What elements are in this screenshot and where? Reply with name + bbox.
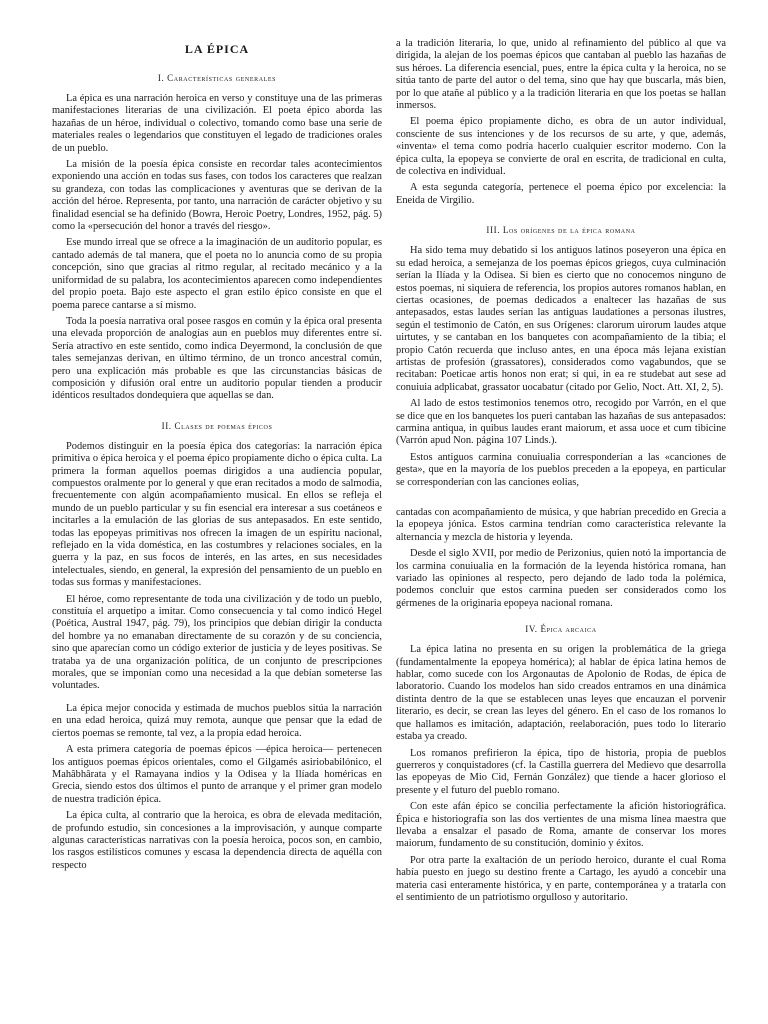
paragraph: Ese mundo irreal que se ofrece a la imaginación de un auditorio popular, es cantado además de tal manera, que el poeta no lo anuncia como de su propia concepción, sino que gracias al ritmo regular, al recitado mecánico y a la uniformidad de su palabra, los acontecimientos aparecen como independientes del propio poeta. Bajo este aspecto el gran estilo épico consiste en que el poema parece cantarse a sí mismo. <box>52 237 382 311</box>
paragraph: Desde el siglo XVII, por medio de Perizonius, quien notó la importancia de los carmina conuiualia en la formación de la leyenda histórica romana, han variado las opiniones al respecto, pero dejando de lado toda la polémica, podemos concluir que estos carmina pueden ser considerados como los gérmenes de la originaria epopeya nacional romana. <box>396 548 726 609</box>
paragraph: La misión de la poesía épica consiste en recordar tales acontecimientos exponiendo una acción en todas sus fases, con todos los caracteres que realzan su grandeza, con todas las complicaciones y aventuras que se derivan de la acción del héroe. Representa, por tanto, una narración de carácter objetivo y su finalidad esencial se ha definido (Bowra, Heroic Poetry, Londres, 1952, pág. 5) como la «persecución del honor a través del riesgo». <box>52 159 382 233</box>
section-heading-2: II. Clases de poemas épicos <box>161 420 273 431</box>
paragraph: Por otra parte la exaltación de un período heroico, durante el cual Roma había puesto en juego su destino frente a Cartago, les ayudó a concebir una materia casi enteramente histórica, y en parte, contemporánea y a tratarla con el sentimiento de un patriotismo orgulloso y autoritario. <box>396 854 726 903</box>
paragraph: Podemos distinguir en la poesía épica dos categorías: la narración épica primitiva o épica heroica y el poema épico propiamente dicho o épica culta. La primera la forman aquellos poemas dirigidos a una audiencia popular, compuestos oralmente por lo general y que eran recitados a modo de salmodia, frecuentemente con algún acompañamiento musical. En ellos se refleja el mundo de un pueblo particular y su fin esencial era interesar a sus coetáneos e incitarles a la emulación de las glorias de sus antepasados. En este sentido, todas las epopeyas primitivas nos ofrecen la imagen de un espíritu nacional, reflejado en la vida doméstica, en las costumbres y relaciones sociales, en la guerra y la paz, en sus focos de interés, en las artes, en sus necesidades intelectuales, siendo, en general, la expresión del pensamiento de un pueblo en todas sus formas y manifestaciones. <box>52 440 382 589</box>
paragraph: La épica culta, al contrario que la heroica, es obra de elevada meditación, de profundo estudio, sin concesiones a la improvisación, y aunque comparte algunas características narrativas con la poesía heroica, pocos son, en cambio, los rasgos estilísticos comunes y escasa la dependencia directa de aquélla con respecto <box>52 810 382 871</box>
paragraph: Con este afán épico se concilia perfectamente la afición historiográfica. Épica e historiografía son las dos vertientes de una misma línea maestra que llevaba a ensalzar el pasado de Roma, amante de conservar los mores maiorum, fundamento de su constitución, dominio y éxitos. <box>396 801 726 850</box>
paragraph: El poema épico propiamente dicho, es obra de un autor individual, consciente de sus intenciones y de los recursos de su arte, y que, además, «inventa» el tema como podría hacerlo cualquier escritor moderno. Con la épica culta, la epopeya se convierte de oral en escrita, de tradicional en culta, de colectiva en individual. <box>396 116 726 178</box>
paragraph: La épica es una narración heroica en verso y constituye una de las primeras manifestaciones literarias de una civilización. El poeta épico aborda las hazañas de un héroe, individual o colectivo, tomando como base una serie de materiales reales o legendarios que constituyen el legado de tradiciones orales de un pueblo. <box>52 93 382 154</box>
page-title: LA ÉPICA <box>184 42 250 56</box>
paragraph: Toda la poesía narrativa oral posee rasgos en común y la épica oral presenta una elevada proporción de analogías aun en pueblos muy diferentes entre sí. Sería atractivo en este sentido, como indica Deyermond, la conclusión de que tales semejanzas derivan, en último término, de un tronco ancestral común, pero una explicación más probable es que las circunstancias básicas de composición y difusión oral entre un auditorio popular tienden a producir idénticos resultados dondequiera que aquellas se dan. <box>52 315 382 402</box>
paragraph: cantadas con acompañamiento de música, y que habrían precedido en Grecia a la epopeya jónica. Estos carmina tendrían como característica relevante la alternancia y mezcla de historia y leyenda. <box>396 507 726 543</box>
section-heading-3: III. Los orígenes de la épica romana <box>486 225 636 236</box>
paragraph: A esta segunda categoría, pertenece el poema épico por excelencia: la Eneida de Virgilio. <box>396 182 726 206</box>
section-heading-4: IV. Épica arcaica <box>525 624 597 635</box>
paragraph: a la tradición literaria, lo que, unido al refinamiento del público al que va dirigida, la alejan de los poemas épicos que cantaban al pueblo las hazañas de sus héroes. La diferencia esencial, pues, entre la épica culta y la heroica, no se sitúa tanto de parte del autor o del tema, sino que hay que buscarla, más bien, por lo que atañe al público y a la tradición literaria en que los poetas se hallan inmersos. <box>396 38 726 112</box>
spacer <box>396 493 726 507</box>
paragraph: Al lado de estos testimonios tenemos otro, recogido por Varrón, en el que se dice que en los banquetes los pueri cantaban las hazañas de sus antepasados: carmina antiqua, in quibus laudes erant maiorum, et assa uoce et cum tibicine (Varrón apud Non. página 107 Linds.). <box>396 398 726 447</box>
left-column <box>52 38 382 876</box>
paragraph: Estos antiguos carmina conuiualia corresponderían a las «canciones de gesta», que en la mayoría de los pueblos preceden a la epopeya, en particular se corresponderían con las canciones eolias, <box>396 451 726 488</box>
paragraph: Ha sido tema muy debatido si los antiguos latinos poseyeron una épica en su edad heroica, a semejanza de los poemas épicos griegos, cuya culminación serían la Ilíada y la Odisea. Si bien es cierto que no conocemos ninguno de estos poemas, ni siquiera de referencia, los propios autores romanos hablan, en ciertas ocasiones, de poemas dedicados a enaltecer las hazañas de sus antepasados, estas laudes serían las antiguas laudationes a personas ilustres, según el testimonio de Catón, en sus Orígenes: clarorum uirorum laudes atque uirtutes, y se cantaban en los banquetes con acompañamiento de la tibia; el propio Catón recuerda que incluso antes, en una época más lejana existían artistas de profesión (grassatores), considerados como vagabundos, que se recitaban: Poeticae artis honos non erat; si qui, in ea re studebat aut sese ad conuiuia adplicabat, grassator uocabatur (citado por Gelio, Noct. Att. XI, 2, 5). <box>396 245 726 393</box>
paragraph: Los romanos prefirieron la épica, tipo de historia, propia de pueblos guerreros y conquistadores (cf. la Castilla guerrera del Medievo que desarrolla las epopeyas de Mio Cid, Fernán González) que tiende a hacer glorioso el presente y el futuro del pueblo romano. <box>396 747 726 796</box>
paragraph: La épica mejor conocida y estimada de muchos pueblos sitúa la narración en una edad heroica, quizá muy remota, aunque que pensar que la edad de ciertos poemas se remonte, tal vez, a la propia edad heroica. <box>52 702 382 739</box>
paragraph: La épica latina no presenta en su origen la problemática de la griega (fundamentalmente la epopeya homérica); al hablar de épica latina hemos de hablar, como sucede con los Argonautas de Apolonio de Rodas, de épica de laboratorio. Cuando los modelos han sido creados entramos en una dinámica distinta dentro de la que se establecen unas leyes que encauzan el porvenir literario, es decir, se crean las leyes del género. En el caso de los romanos lo que hallamos es imitación, adaptación, reelaboración, pues todo lo literario estaba ya creado. <box>396 644 726 743</box>
paragraph: A esta primera categoría de poemas épicos —épica heroica— pertenecen los antiguos poemas épicos orientales, como el Gilgamés asiriobabilónico, el Mahâbhârata y el Ramayana indios y la Odisea y la Ilíada homéricas en Grecia, siendo estos dos últimos el punto de arranque y el primer gran modelo de nuestra tradición épica. <box>52 744 382 805</box>
paragraph: El héroe, como representante de toda una civilización y de todo un pueblo, constituía el arquetipo a imitar. Como consecuencia y tal como indicó Hegel (Poética, Austral 1947, pág. 79), los principios que debían dirigir la conducta del hombre ya no emanaban directamente de su corazón y de su conciencia, sino que aparecían como un código exterior de justicia y de leyes positivas. Se trataba ya de una organización política, de un conjunto de prescripciones morales, que se imponían como una necesidad a la que debían someterse las voluntades. <box>52 593 382 692</box>
section-heading-1: I. Características generales <box>157 73 277 83</box>
right-column <box>396 38 726 908</box>
